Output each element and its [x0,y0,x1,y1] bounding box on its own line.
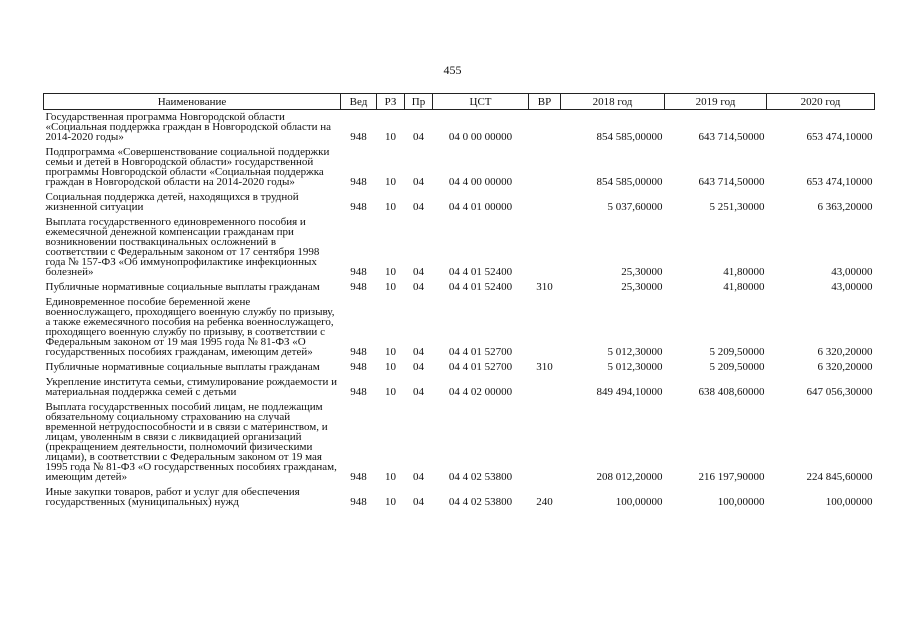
row-ved: 948 [350,201,367,213]
row-ved: 948 [350,361,367,373]
row-name: Укрепление института семьи, стимулирование рождаемости и материальная поддержка семей с детьми [45,376,337,398]
row-rz: 10 [385,131,396,143]
row-vr: 310 [536,361,553,373]
row-ved: 948 [350,496,367,508]
row-cst: 04 4 02 53800 [448,496,513,508]
row-vr [529,190,561,215]
row-vr: 240 [536,496,553,508]
row-rz: 10 [385,386,396,398]
row-pr: 04 [413,281,424,293]
row-vr [529,110,561,146]
col-header-name: Наименование [44,94,341,110]
row-rz: 10 [385,471,396,483]
row-cst: 04 0 00 00000 [448,131,513,143]
row-amount-2020: 224 845,60000 [806,471,873,483]
row-vr [529,215,561,280]
budget-table [43,93,875,510]
row-amount-2019: 100,00000 [717,496,765,508]
row-pr: 04 [413,266,424,278]
row-amount-2018: 25,30000 [621,281,663,293]
row-vr [529,375,561,400]
table-row [44,215,875,280]
row-amount-2019: 643 714,50000 [698,176,765,188]
row-amount-2018: 100,00000 [615,496,663,508]
row-rz: 10 [385,281,396,293]
row-pr: 04 [413,471,424,483]
row-amount-2020: 43,00000 [831,266,873,278]
row-ved: 948 [350,281,367,293]
table-row [44,295,875,360]
row-rz: 10 [385,266,396,278]
row-name: Публичные нормативные социальные выплаты гражданам [45,361,320,373]
row-vr: 310 [536,281,553,293]
row-amount-2018: 25,30000 [621,266,663,278]
row-name: Государственная программа Новгородской области «Социальная поддержка граждан в Новгородской области на 2014-2020 годы» [45,111,332,143]
col-header-pr: Пр [405,94,433,110]
row-name: Выплата государственных пособий лицам, не подлежащим обязательному социальному страхованию на случай временной нетрудоспособности и в связи с материнством, и лицам, уволенным в связи с ликвидацией организаций (прекращением деятельности, полномочий физическими лицами), в соответствии с Федеральным законом от 19 мая 1995 года № 81-ФЗ «О государственных пособиях гражданам, имеющим детей» [45,401,337,483]
row-amount-2019: 643 714,50000 [698,131,765,143]
row-pr: 04 [413,496,424,508]
row-cst: 04 4 01 52400 [448,266,513,278]
row-cst: 04 4 01 52700 [448,361,513,373]
col-header-ved: Вед [341,94,377,110]
row-amount-2020: 6 320,20000 [817,361,873,373]
row-amount-2019: 5 209,50000 [709,361,765,373]
col-header-2018: 2018 год [561,94,665,110]
page-number: 455 [443,63,462,77]
row-name: Социальная поддержка детей, находящихся в трудной жизненной ситуации [45,191,299,213]
row-amount-2018: 854 585,00000 [596,176,663,188]
row-ved: 948 [350,471,367,483]
col-header-2020: 2020 год [767,94,875,110]
row-cst: 04 4 01 00000 [448,201,513,213]
col-header-2019: 2019 год [665,94,767,110]
row-cst: 04 4 02 00000 [448,386,513,398]
row-amount-2020: 653 474,10000 [806,131,873,143]
row-amount-2018: 5 037,60000 [607,201,663,213]
col-header-rz: РЗ [377,94,405,110]
row-amount-2019: 41,80000 [723,266,765,278]
row-name: Иные закупки товаров, работ и услуг для обеспечения государственных (муниципальных) нужд [45,486,300,508]
table-row [44,375,875,400]
row-pr: 04 [413,346,424,358]
row-pr: 04 [413,361,424,373]
col-header-vr: ВР [529,94,561,110]
row-name: Публичные нормативные социальные выплаты гражданам [45,281,320,293]
row-ved: 948 [350,131,367,143]
row-cst: 04 4 01 52700 [448,346,513,358]
table-header-row [44,94,875,110]
table-row [44,190,875,215]
row-amount-2020: 43,00000 [831,281,873,293]
col-header-cst: ЦСТ [433,94,529,110]
row-rz: 10 [385,496,396,508]
table-row [44,360,875,375]
row-vr [529,295,561,360]
row-ved: 948 [350,346,367,358]
row-rz: 10 [385,361,396,373]
table-row [44,110,875,146]
row-cst: 04 4 01 52400 [448,281,513,293]
row-amount-2020: 6 320,20000 [817,346,873,358]
row-rz: 10 [385,176,396,188]
row-name: Подпрограмма «Совершенствование социальной поддержки семьи и детей в Новгородской области» государственной программы Новгородской области «Социальная поддержка граждан в Новгородской области на 2014-2020 годы» [45,146,330,188]
row-vr [529,145,561,190]
row-amount-2019: 41,80000 [723,281,765,293]
row-pr: 04 [413,201,424,213]
row-pr: 04 [413,131,424,143]
row-cst: 04 4 00 00000 [448,176,513,188]
table-row [44,485,875,510]
row-amount-2018: 208 012,20000 [596,471,663,483]
row-amount-2020: 100,00000 [825,496,873,508]
row-ved: 948 [350,266,367,278]
row-name: Единовременное пособие беременной жене военнослужащего, проходящего военную службу по призыву, а также ежемесячного пособия на ребенка военнослужащего, проходящего военную службу по призыву, в соответствии с Федеральным законом от 19 мая 1995 года № 81-ФЗ «О государственных пособиях гражданам, имеющим детей» [45,296,335,358]
row-amount-2020: 653 474,10000 [806,176,873,188]
row-ved: 948 [350,386,367,398]
table-body [44,110,875,511]
row-pr: 04 [413,176,424,188]
row-rz: 10 [385,346,396,358]
row-amount-2018: 5 012,30000 [607,346,663,358]
row-name: Выплата государственного единовременного пособия и ежемесячной денежной компенсации гражданам при возникновении поствакцинальных осложнений в соответствии с Федеральным законом от 17 сентября 1998 года № 157-ФЗ «Об иммунопрофилактике инфекционных болезней» [45,216,320,278]
table-row [44,400,875,485]
row-amount-2020: 6 363,20000 [817,201,873,213]
row-amount-2019: 216 197,90000 [698,471,765,483]
table-row [44,145,875,190]
row-amount-2019: 5 209,50000 [709,346,765,358]
row-amount-2019: 5 251,30000 [709,201,765,213]
row-amount-2018: 849 494,10000 [596,386,663,398]
row-amount-2018: 5 012,30000 [607,361,663,373]
row-ved: 948 [350,176,367,188]
row-amount-2020: 647 056,30000 [806,386,873,398]
row-rz: 10 [385,201,396,213]
row-vr [529,400,561,485]
row-pr: 04 [413,386,424,398]
table-row [44,280,875,295]
row-amount-2018: 854 585,00000 [596,131,663,143]
row-amount-2019: 638 408,60000 [698,386,765,398]
row-cst: 04 4 02 53800 [448,471,513,483]
